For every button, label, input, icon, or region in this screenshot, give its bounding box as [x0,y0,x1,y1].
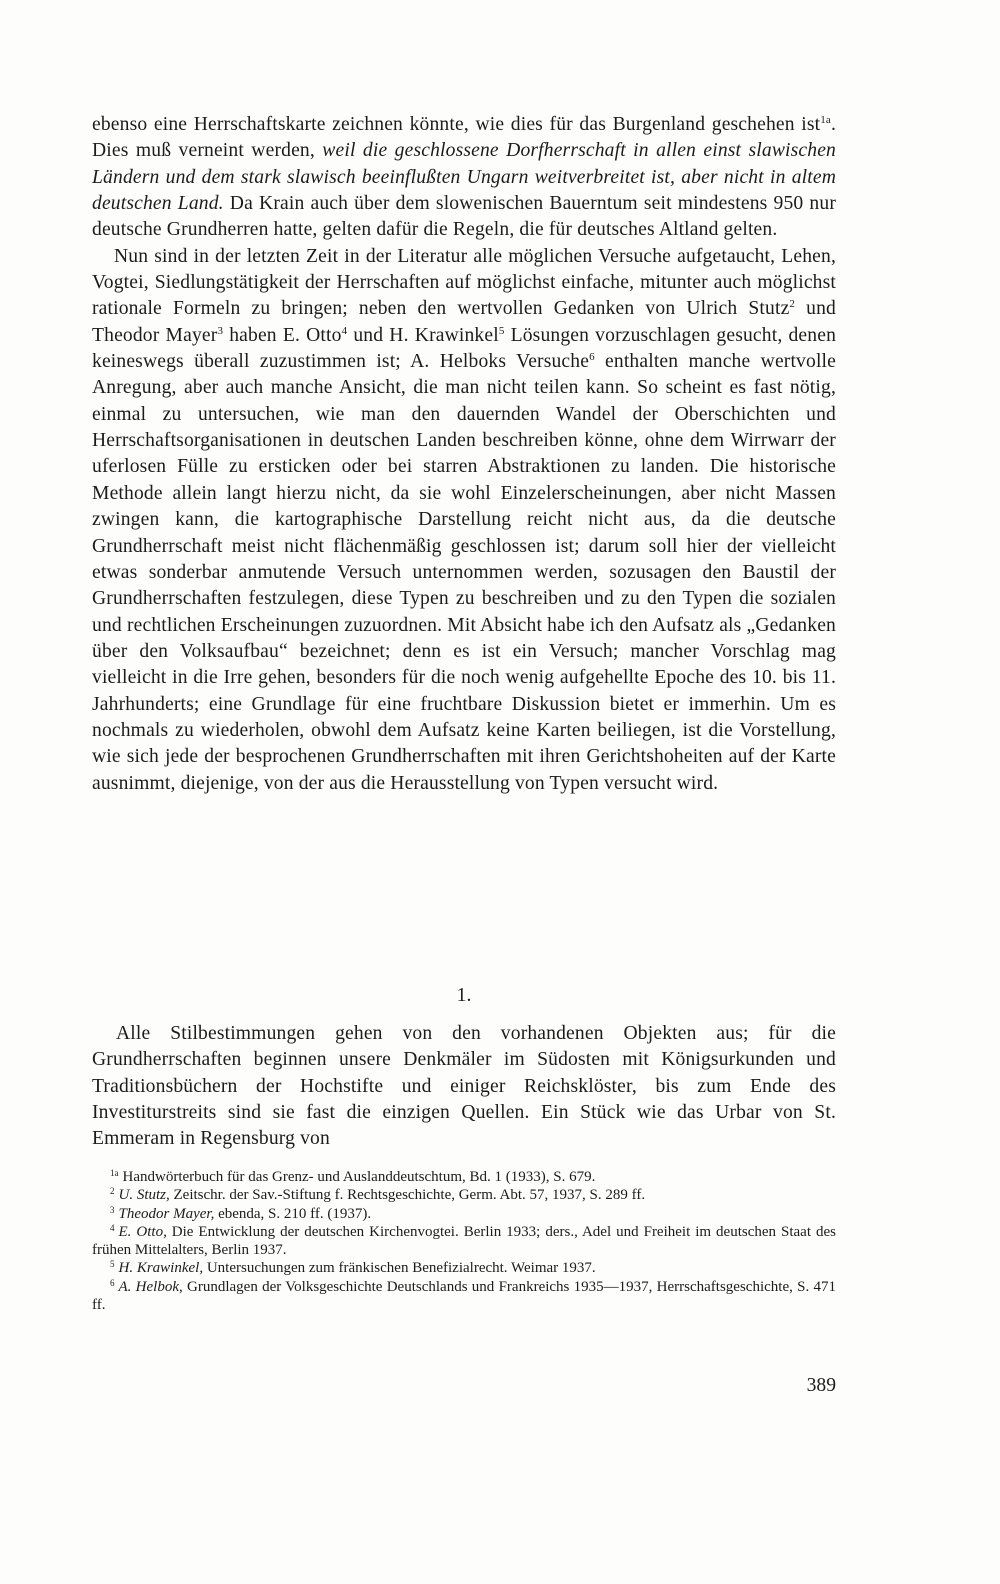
footnote-4: $^4$ E. Otto, Die Entwicklung der deutschen Kirchenvogtei. Berlin 1933; ders., Adel und Freiheit im deutschen Staat des frühen Mittelalters, Berlin 1937. [92,1222,836,1259]
footnote-ref-1a[interactable]: 1a [820,114,831,126]
footnote-ref-5[interactable]: 5 [498,324,505,337]
paragraph-1: ebenso eine Herrschaftskarte zeichnen könnte, wie dies für das Burgenland geschehen ist$^{1a}$. Dies muß verneint werden, weil die geschlossene Dorfherrschaft in allen einst slawischen Ländern und dem stark slawisch beeinflußten Ungarn weitverbreitet ist, aber nicht in altem deutschen Land. Da Krain auch über dem slowenischen Bauerntum seit mindestens 950 nur deutsche Grundherren hatte, gelten dafür die Regeln, die für deutsches Altland gelten. [92,114,836,241]
footnote-2: $^2$ U. Stutz, Zeitschr. der Sav.-Stiftung f. Rechtsgeschichte, Germ. Abt. 57, 1937, S. 289 ff. [110,1186,646,1204]
emphasized-sentence: weil die geschlossene Dorfherrschaft in allen einst slawischen Ländern und dem stark slawisch beeinflußten Ungarn weitverbreitet ist, aber nicht in altem deutschen Land. [92,140,836,215]
section-heading: 1. [456,985,472,1006]
page-number: 389 [806,1375,836,1396]
paragraph-2: Nun sind in der letzten Zeit in der Literatur alle möglichen Versuche aufgetaucht, Lehen, Vogtei, Siedlungstätigkeit der Herrschaften auf möglichst einfache, mitunter auch möglichst rationale Formeln zu bringen; neben den wertvollen Gedanken von Ulrich Stutz$^2$ und Theodor Mayer$^3$ haben E. Otto$^4$ und H. Krawinkel$^5$ Lösungen vorzuschlagen gesucht, denen keineswegs überall zuzustimmen ist; A. Helboks Versuche$^6$ enthalten manche wertvolle Anregung, aber auch manche Ansicht, die man nicht teilen kann. So scheint es fast nötig, einmal zu untersuchen, wie man den dauernden Wandel der Oberschichten und Herrschaftsorganisationen in deutschen Landen beschreiben könne, ohne dem Wirrwarr der uferlosen Fülle zu ersticken oder bei starren Abstraktionen zu landen. Die historische Methode allein langt hierzu nicht, da sie wohl Einzelerscheinungen, aber nicht Massen zwingen kann, die kartographische Darstellung reicht nicht aus, da die deutsche Grundherrschaft meist nicht flächenmäßig geschlossen ist; darum soll hier der vielleicht etwas sonderbar anmutende Versuch unternommen werden, sozusagen den Baustil der Grundherrschaften festzulegen, diese Typen zu beschreiben und zu den Typen die sozialen und rechtlichen Erscheinungen zuzuordnen. Mit Absicht habe ich den Aufsatz als „Gedanken über den Volksaufbau“ bezeichnet; denn es ist ein Versuch; mancher Vorschlag mag vielleicht in die Irre gehen, besonders für die noch wenig aufgehellte Epoche des 10. bis 11. Jahrhunderts; eine Grundlage für eine fruchtbare Diskussion bietet er immerhin. Um es nochmals zu wiederholen, obwohl dem Aufsatz keine Karten beiliegen, ist die Vorstellung, wie sich jede der besprochenen Grundherrschaften mit ihren Gerichtshoheiten auf der Karte ausnimmt, diejenige, von der aus die Herausstellung von Typen versucht wird. [92,245,837,794]
footnote-ref-4[interactable]: 4 [341,324,348,337]
body-text [92,112,836,797]
footnote-1a: $^{1a}$ Handwörterbuch für das Grenz- und Auslanddeutschtum, Bd. 1 (1933), S. 679. [110,1168,596,1185]
footnotes [92,1168,836,1314]
footnote-3: $^3$ Theodor Mayer, ebenda, S. 210 ff. (1937). [110,1204,372,1222]
section-text [92,1021,836,1153]
footnote-6: $^6$ A. Helbok, Grundlagen der Volksgeschichte Deutschlands und Frankreichs 1935—1937, Herrschaftsgeschichte, S. 471 ff. [92,1277,836,1314]
footnote-5: $^5$ H. Krawinkel, Untersuchungen zum fränkischen Benefizialrecht. Weimar 1937. [110,1259,596,1277]
footnote-ref-2[interactable]: 2 [789,298,796,311]
footnote-ref-3[interactable]: 3 [217,324,224,337]
section-paragraph-1: Alle Stilbestimmungen gehen von den vorhandenen Objekten aus; für die Grundherrschaften beginnen unsere Denkmäler im Südosten mit Königsurkunden und Traditionsbüchern der Hochstifte und einiger Reichsklöster, bis zum Ende des Investiturstreits sind sie fast die einzigen Quellen. Ein Stück wie das Urbar von St. Emmeram in Regensburg von [92,1023,836,1150]
footnote-ref-6[interactable]: 6 [589,351,595,364]
